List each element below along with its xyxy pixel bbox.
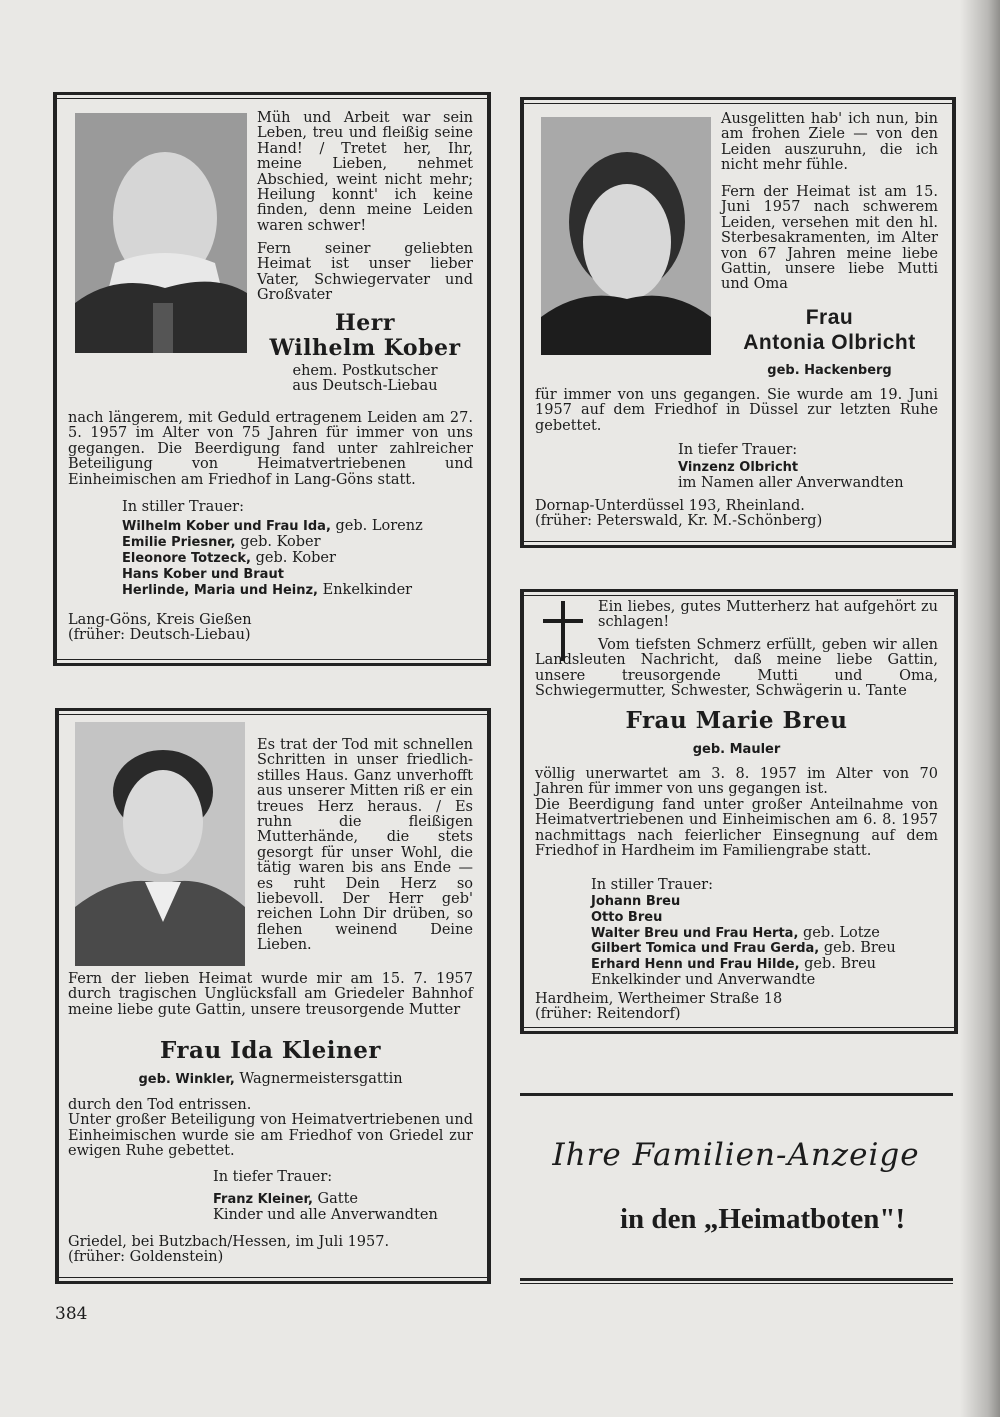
kober-title: Herr (335, 310, 395, 336)
promo-top-rule (520, 1093, 953, 1096)
kleiner-mourner-1: Franz Kleiner, Gatte (213, 1191, 358, 1207)
kober-place: Lang-Göns, Kreis Gießen (früher: Deutsch-Liebau) (68, 612, 252, 644)
kober-mourner-4: Hans Kober und Braut (122, 567, 284, 582)
kleiner-maiden-name: geb. Winkler, Wagnermeistersgattin (138, 1071, 403, 1087)
portrait-image (541, 117, 711, 355)
kober-mourner-3: Eleonore Totzeck, geb. Kober (122, 550, 336, 566)
breu-mourner-4: Gilbert Tomica und Frau Gerda, geb. Breu (591, 940, 896, 956)
promo-bottom-rule (520, 1278, 953, 1281)
breu-mourner-6: Enkelkinder und Anverwandte (591, 972, 816, 988)
olbricht-verse: Ausgelitten hab' ich nun, bin am frohen Ziele — von den Leiden auszuruhn, die ich nicht mehr fühle. (721, 111, 938, 174)
breu-body: völlig unerwartet am 3. 8. 1957 im Alter von 70 Jahren für immer von uns gegangen ist. Die Beerdigung fand unter großer Anteilnahme von Heimatvertriebenen und Einheimischen am 6. 8. 1957 nachmittags nach feierlicher Einsegnung auf dem Friedhof in Hardheim im Familiengrabe statt. (535, 766, 938, 860)
kleiner-body: durch den Tod entrissen. Unter großer Beteiligung von Heimatvertriebenen und Einheimischen wurde sie am Friedhof von Griedel zur ewigen Ruhe gebettet. (68, 1097, 473, 1160)
breu-mourning-label: In stiller Trauer: (591, 877, 713, 893)
page-number: 384 (55, 1304, 88, 1324)
breu-intro-1: Ein liebes, gutes Mutterherz hat aufgehört zu schlagen! (598, 599, 938, 631)
kleiner-place: Griedel, bei Butzbach/Hessen, im Juli 1957. (früher: Goldenstein) (68, 1234, 390, 1266)
kober-verse: Müh und Arbeit war sein Leben, treu und fleißig seine Hand! / Tretet her, Ihr, meine Lieben, nehmet Abschied, weint nicht mehr; Heilung konnt' ich keine finden, denn meine Leiden waren schwer! (257, 110, 473, 234)
promo-line-2: in den „Heimatboten"! (620, 1203, 906, 1235)
olbricht-body: für immer von uns gegangen. Sie wurde am 19. Juni 1957 auf dem Friedhof in Düssel zur letzten Ruhe gebettet. (535, 387, 938, 434)
olbricht-mourner-2: im Namen aller Anverwandten (678, 475, 904, 491)
breu-mourner-5: Erhard Henn und Frau Hilde, geb. Breu (591, 956, 876, 972)
olbricht-place: Dornap-Unterdüssel 193, Rheinland. (früher: Peterswald, Kr. M.-Schönberg) (535, 498, 823, 530)
kleiner-mourning-label: In tiefer Trauer: (213, 1169, 333, 1185)
breu-mourner-3: Walter Breu und Frau Herta, geb. Lotze (591, 925, 880, 941)
kleiner-mourner-2: Kinder und alle Anverwandten (213, 1207, 438, 1223)
promo-line-1: Ihre Familien-Anzeige (552, 1137, 920, 1173)
breu-mourner-1: Johann Breu (591, 894, 681, 909)
portrait-antonia-olbricht (541, 117, 711, 355)
kober-mourner-5: Herlinde, Maria und Heinz, Enkelkinder (122, 582, 413, 598)
kober-name: Wilhelm Kober (269, 335, 461, 361)
portrait-ida-kleiner (75, 722, 245, 966)
olbricht-mourner-1: Vinzenz Olbricht (678, 460, 799, 475)
breu-name: Frau Marie Breu (625, 707, 848, 734)
kober-mourner-2: Emilie Priesner, geb. Kober (122, 534, 321, 550)
breu-place: Hardheim, Wertheimer Straße 18 (früher: Reitendorf) (535, 991, 783, 1023)
kleiner-intro: Fern der lieben Heimat wurde mir am 15. 7. 1957 durch tragischen Unglücksfall am Griedeler Bahnhof meine liebe gute Gattin, unsere treusorgende Mutter (68, 971, 473, 1018)
kleiner-name: Frau Ida Kleiner (160, 1037, 381, 1064)
portrait-image (75, 722, 245, 966)
olbricht-name: Antonia Olbricht (743, 331, 916, 354)
portrait-image (75, 113, 247, 353)
breu-intro-2: Vom tiefsten Schmerz erfüllt, geben wir allen Landsleuten Nachricht, daß meine liebe Gattin, unsere treusorgende Mutti und Oma, Schwiegermutter, Schwester, Schwägerin u. Tante (535, 637, 938, 700)
olbricht-intro: Fern der Heimat ist am 15. Juni 1957 nach schwerem Leiden, versehen mit den hl. Sterbesakramenten, im Alter von 67 Jahren meine liebe Gattin, unsere liebe Mutti und Oma (721, 184, 938, 293)
kober-mourner-1: Wilhelm Kober und Frau Ida, geb. Lorenz (122, 518, 423, 534)
kober-body: nach längerem, mit Geduld ertragenem Leiden am 27. 5. 1957 im Alter von 75 Jahren für immer von uns gegangen. Die Beerdigung fand unter zahlreicher Beteiligung von Heimatvertriebenen und Einheimischen am Friedhof in Lang-Göns statt. (68, 410, 473, 488)
promo-bottom-rule-thin (520, 1283, 953, 1284)
kleiner-verse: Es trat der Tod mit schnellen Schritten in unser friedlich-stilles Haus. Ganz unverhofft aus unserer Mitten riß er ein treues Herz heraus. / Es ruhn die fleißigen Mutterhände, die stets gesorgt für unser Wohl, die tätig waren bis ans Ende — es ruht Dein Herz so liebevoll. Der Herr geb' reichen Lohn Dir drüben, so flehen weinend Deine Lieben. (257, 737, 473, 954)
breu-maiden-name: geb. Mauler (692, 742, 781, 757)
kober-intro: Fern seiner geliebten Heimat ist unser lieber Vater, Schwiegervater und Großvater (257, 241, 473, 304)
portrait-wilhelm-kober (75, 113, 247, 353)
page-edge-shadow (960, 0, 1000, 1417)
kober-occupation: ehem. Postkutscher aus Deutsch-Liebau (292, 363, 438, 395)
olbricht-title: Frau (805, 306, 854, 329)
olbricht-mourning-label: In tiefer Trauer: (678, 442, 798, 458)
olbricht-maiden-name: geb. Hackenberg (767, 363, 892, 378)
breu-mourner-2: Otto Breu (591, 910, 663, 925)
kober-mourning-label: In stiller Trauer: (122, 499, 244, 515)
